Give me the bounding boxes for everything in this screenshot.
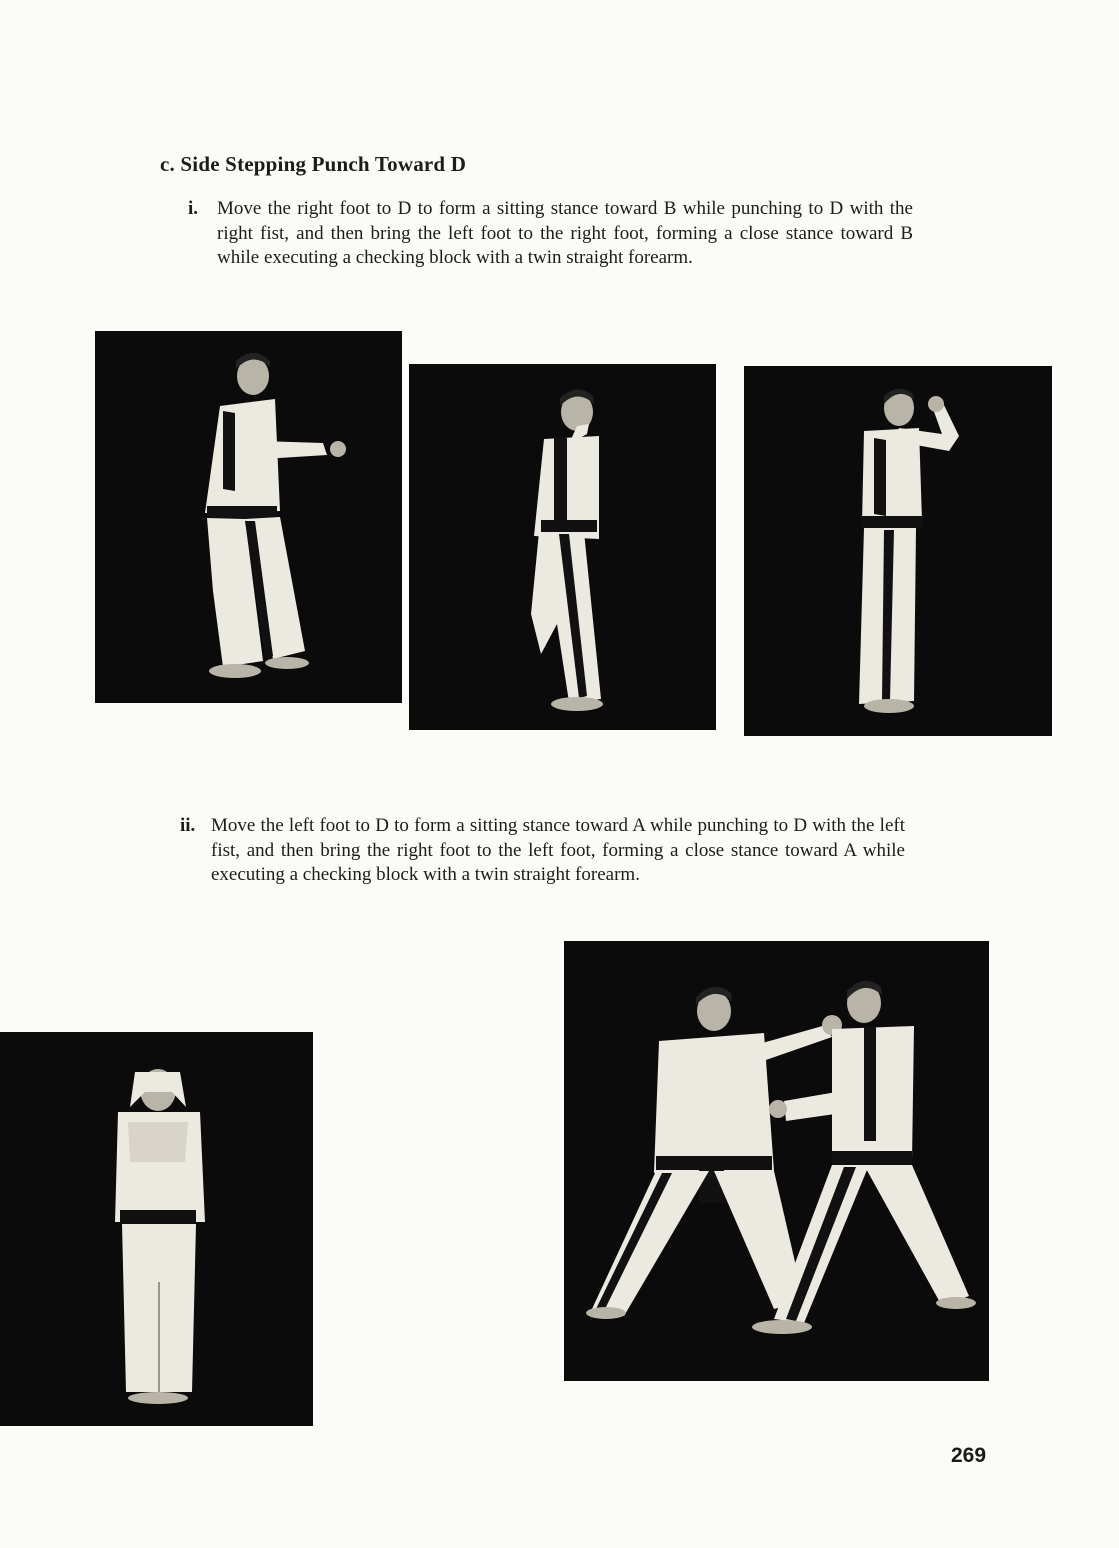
photo-two-martial-artists-punch	[564, 941, 989, 1381]
step-number: i.	[188, 198, 199, 219]
step-ii	[180, 814, 905, 888]
photo-sitting-stance-punch	[95, 331, 402, 703]
martial-artist-figure	[564, 941, 989, 1381]
martial-artist-figure	[95, 331, 402, 703]
martial-artist-figure	[744, 366, 1052, 736]
martial-artist-figure	[0, 1032, 313, 1426]
section-heading: c. Side Stepping Punch Toward D	[160, 152, 467, 176]
photo-close-stance-block	[744, 366, 1052, 736]
page-number: 269	[951, 1444, 987, 1467]
step-number: ii.	[180, 815, 196, 836]
martial-artist-figure	[409, 364, 716, 730]
step-text: Move the right foot to D to form a sitting stance toward B while punching to D with the right fist, and then bring the left foot to the right foot, forming a close stance toward B while executing a checking block with a twin straight forearm.	[217, 198, 913, 268]
photo-front-close-stance	[0, 1032, 313, 1426]
step-i	[188, 197, 913, 271]
photo-turning	[409, 364, 716, 730]
step-text: Move the left foot to D to form a sitting stance toward A while punching to D with the left fist, and then bring the right foot to the left foot, forming a close stance toward A while executing a checking block with a twin straight forearm.	[211, 815, 905, 885]
